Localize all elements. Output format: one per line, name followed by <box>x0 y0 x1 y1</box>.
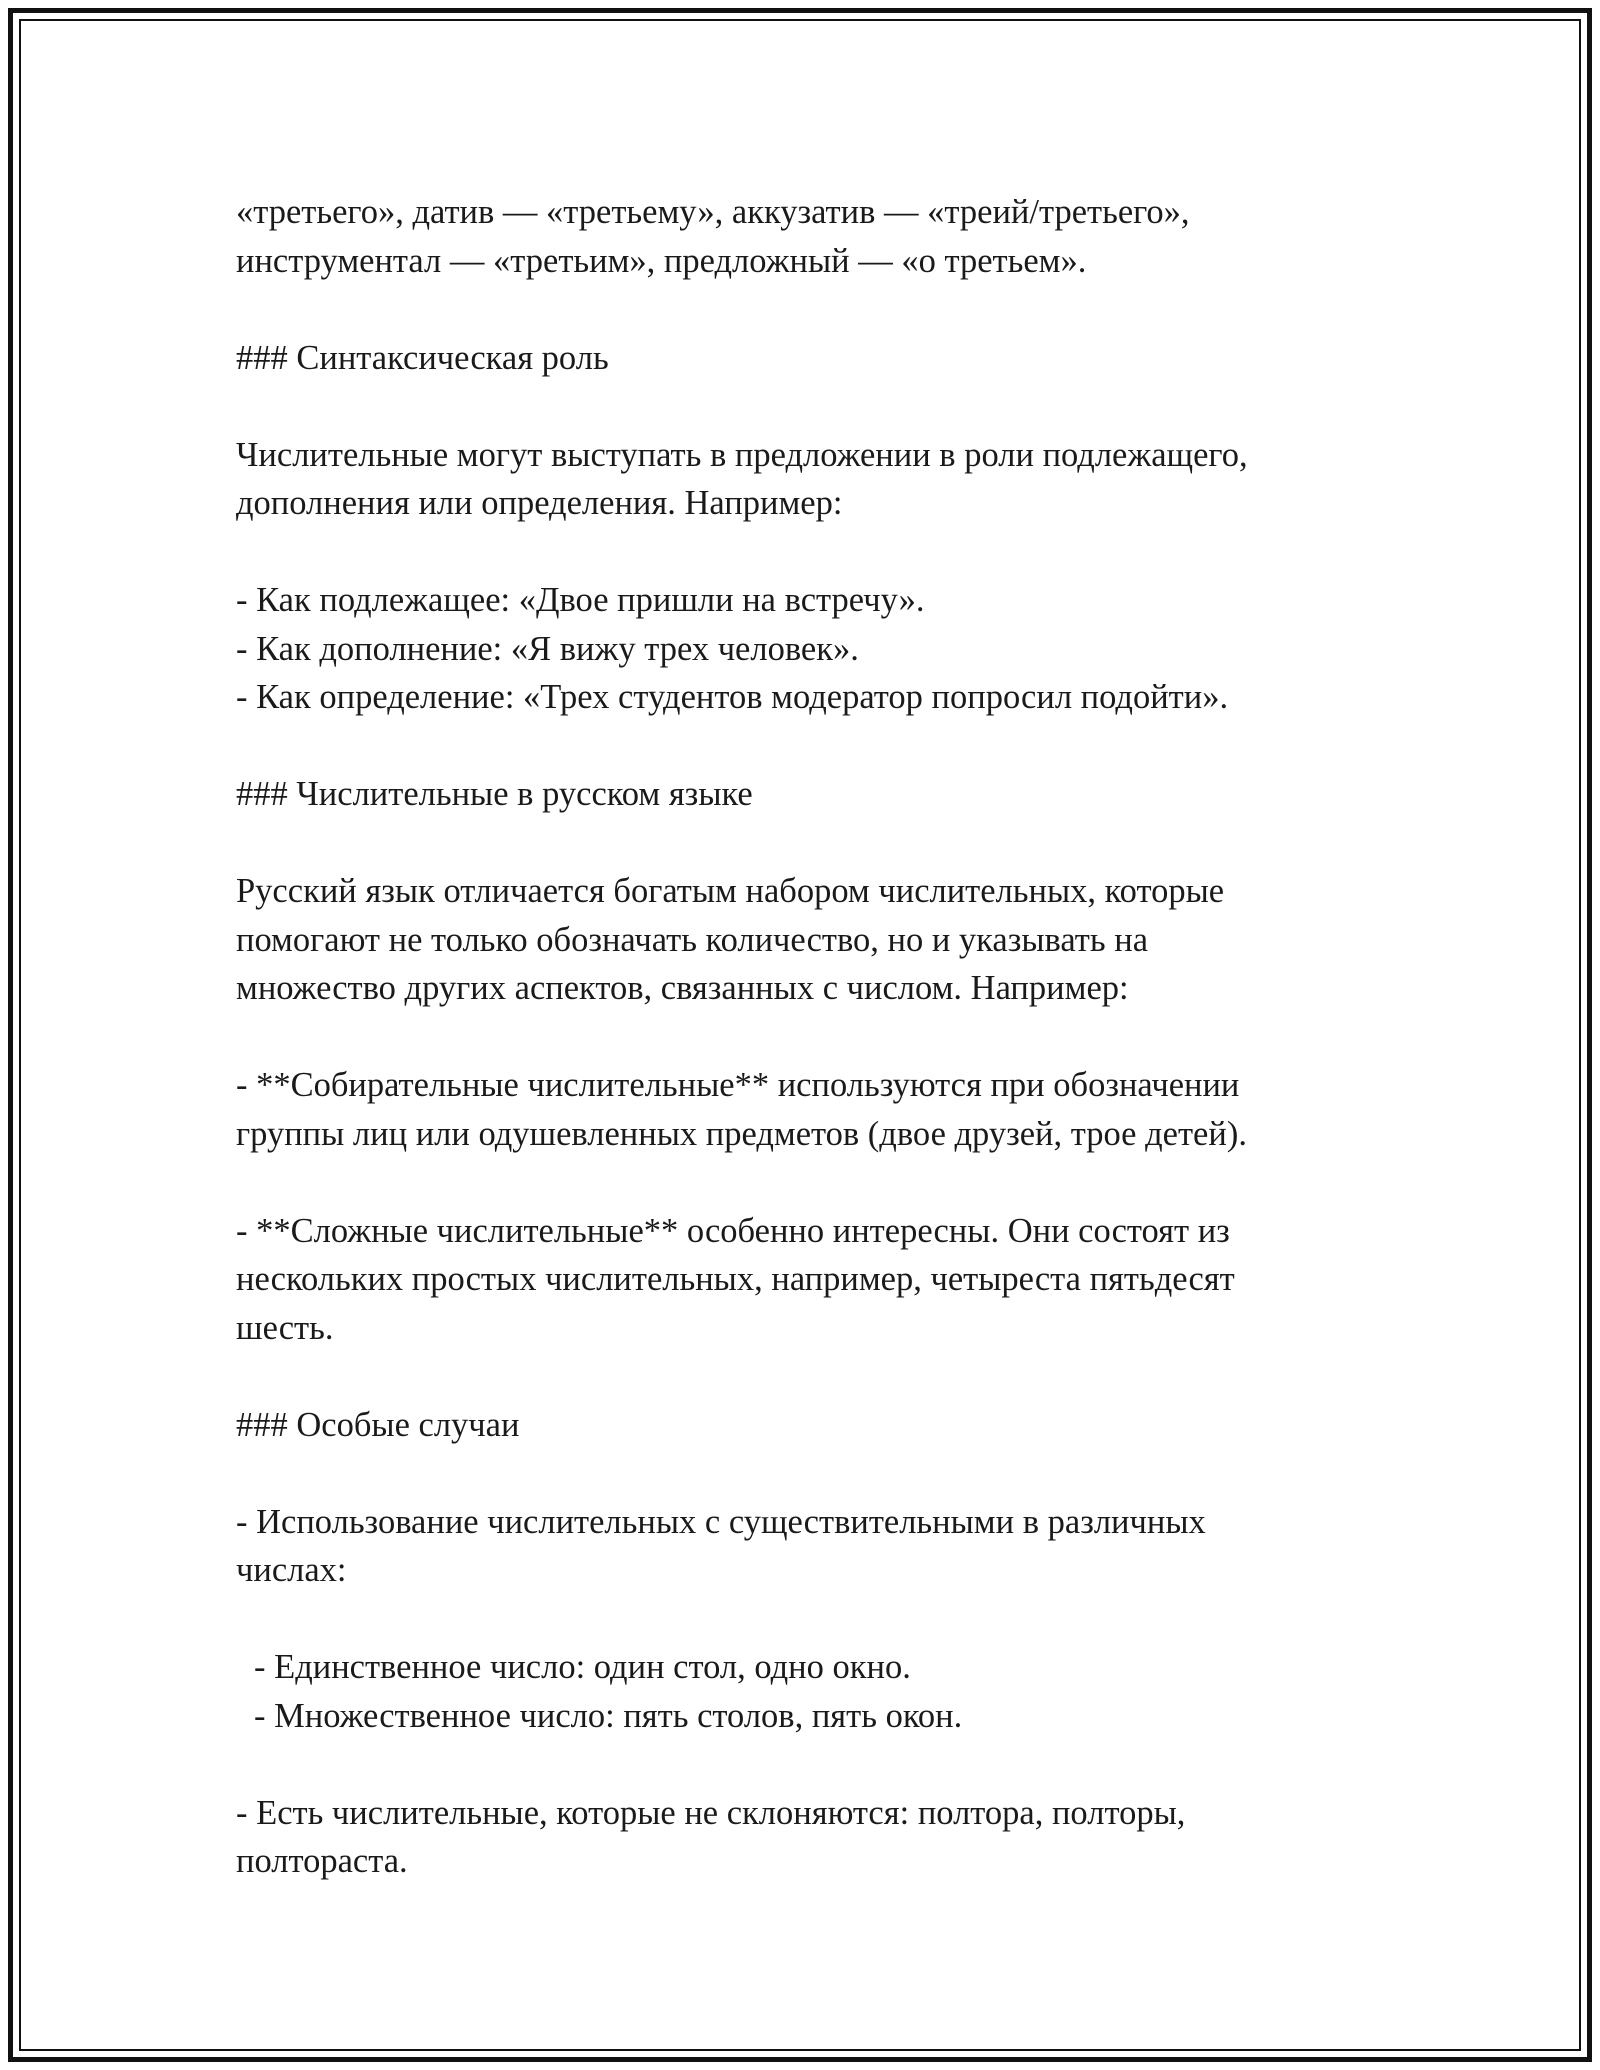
list-item-compound <box>236 1207 1396 1353</box>
paragraph-intro-continued <box>236 188 1396 285</box>
text-line: нескольких простых числительных, например, четыреста пятьдесят <box>236 1260 1235 1298</box>
sublist-item: - Множественное число: пять столов, пять окон. <box>254 1696 963 1735</box>
text-line: Числительные могут выступать в предложении в роли подлежащего, <box>236 435 1248 474</box>
list-item: - Как подлежащее: «Двое пришли на встречу». <box>236 581 925 619</box>
list-item: - Как дополнение: «Я вижу трех человек». <box>236 629 859 668</box>
list-item: - Как определение: «Трех студентов модератор попросил подойти». <box>236 678 1229 716</box>
text-line: шесть. <box>236 1308 334 1347</box>
text-line: множество других аспектов, связанных с числом. Например: <box>236 969 1129 1007</box>
text-line: - **Собирательные числительные** используются при обозначении <box>236 1066 1240 1104</box>
text-line: числах: <box>236 1551 347 1589</box>
heading-text: ### Особые случаи <box>236 1405 520 1444</box>
text-line: - Есть числительные, которые не склоняются: полтора, полторы, <box>236 1793 1186 1832</box>
text-line: «третьего», датив — «третьему», аккузатив — «треий/третьего», <box>236 193 1190 231</box>
text-line: дополнения или определения. Например: <box>236 484 843 522</box>
heading-russian <box>236 770 1396 819</box>
heading-text: ### Синтаксическая роль <box>236 338 609 377</box>
paragraph-syntax <box>236 431 1396 528</box>
list-syntax-examples <box>236 576 1396 722</box>
list-item-collective <box>236 1061 1396 1158</box>
text-line: Русский язык отличается богатым набором числительных, которые <box>236 872 1225 910</box>
text-line: группы лиц или одушевленных предметов (двое друзей, трое детей). <box>236 1114 1247 1153</box>
document-body <box>236 188 1396 1886</box>
text-line: помогают не только обозначать количество, но и указывать на <box>236 920 1149 959</box>
paragraph-russian <box>236 867 1396 1013</box>
text-line: - **Сложные числительные** особенно интересны. Они состоят из <box>236 1211 1230 1250</box>
sublist-number-examples <box>236 1643 1396 1740</box>
list-item-indeclinable <box>236 1789 1396 1886</box>
heading-syntax <box>236 334 1396 383</box>
text-line: полтораста. <box>236 1842 408 1880</box>
heading-special <box>236 1401 1396 1450</box>
text-line: - Использование числительных с существительными в различных <box>236 1502 1206 1541</box>
list-item-special-usage <box>236 1498 1396 1595</box>
sublist-item: - Единственное число: один стол, одно окно. <box>254 1648 911 1686</box>
heading-text: ### Числительные в русском языке <box>236 775 753 813</box>
text-line: инструментал — «третьим», предложный — «о третьем». <box>236 241 1087 280</box>
